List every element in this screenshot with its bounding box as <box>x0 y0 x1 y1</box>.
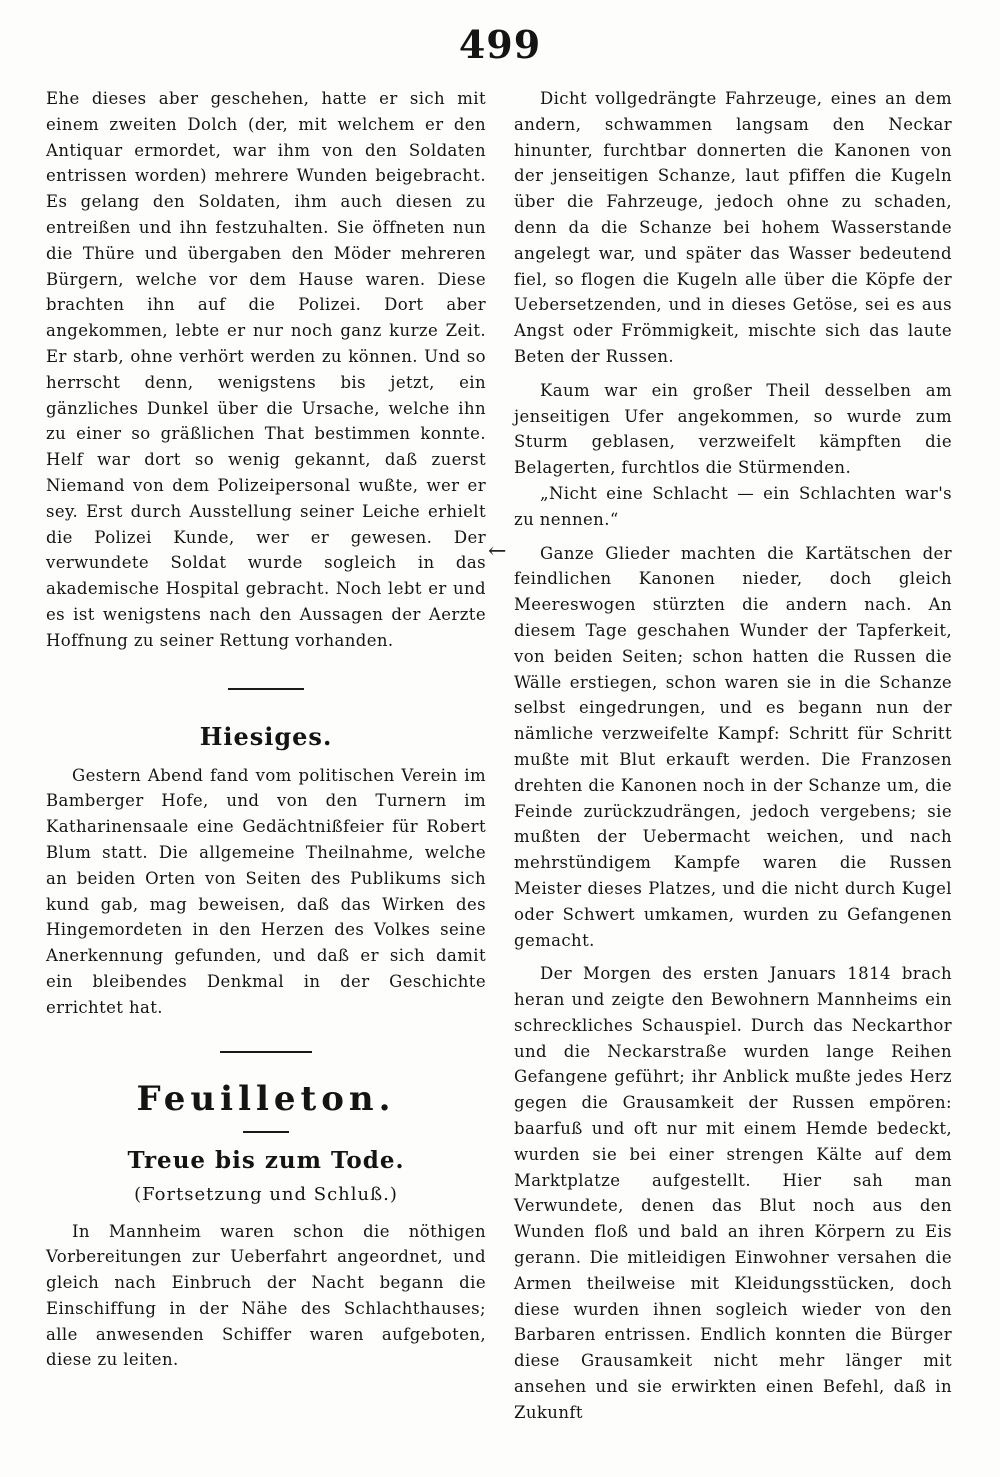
page-number: 499 <box>458 22 542 67</box>
right-column <box>514 86 952 1426</box>
story-quote: „Nicht eine Schlacht — ein Schlachten war's zu nennen.“ <box>514 483 952 529</box>
feuilleton-heading: Feuilleton. <box>136 1078 396 1119</box>
story-paragraph: In Mannheim waren schon die nöthigen Vorbereitungen zur Ueberfahrt angeordnet, und gleich nach Einbruch der Nacht begann die Einschiffung in der Nähe des Schlachthauses; alle anwesenden Schiffer waren aufgeboten, diese zu leiten. <box>46 1221 486 1370</box>
margin-arrow-icon: ← <box>488 539 507 564</box>
story-title: Treue bis zum Tode. <box>127 1146 405 1174</box>
story-paragraph: Kaum war ein großer Theil desselben am jenseitigen Ufer angekommen, so wurde zum Sturm geblasen, verzweifelt kämpften die Belagerten, furchtlos die Stürmenden. <box>514 380 952 478</box>
local-news-paragraph: Gestern Abend fand vom politischen Verein im Bamberger Hofe, und von den Turnern im Katharinensaale eine Gedächtnißfeier für Robert Blum statt. Die allgemeine Theilnahme, welche an beiden Orten von Seiten des Publikums sich kund gab, mag beweisen, daß das Wirken des Hingemordeten in den Herzen des Volkes seine Anerkennung gefunden, und daß er sich damit ein bleibendes Denkmal in der Geschichte errichtet hat. <box>46 765 486 1017</box>
story-subtitle: (Fortsetzung und Schluß.) <box>134 1183 398 1205</box>
story-paragraph: Ganze Glieder machten die Kartätschen der feindlichen Kanonen nieder, doch gleich Meereswogen stürzten die andern nach. An diesem Tage geschahen Wunder der Tapferkeit, von beiden Seiten; schon hatten die Russen die Wälle erstiegen, schon waren sie in die Schanze selbst eingedrungen, und es begann nun der nämliche verzweifelte Kampf: Schritt für Schritt mußte mit Blut erkauft werden. Die Franzosen drehten die Kanonen noch in der Schanze um, die Feinde zurückzudrängen, jedoch vergebens; sie mußten der Uebermacht weichen, und nach mehrstündigem Kampfe waren die Russen Meister dieses Platzes, und die nicht durch Kugel oder Schwert umkamen, wurden zu Gefangenen gemacht. <box>514 543 952 950</box>
story-paragraph: Der Morgen des ersten Januars 1814 brach heran und zeigte den Bewohnern Mannheims ein schreckliches Schauspiel. Durch das Neckarthor und die Neckarstraße wurden lange Reihen Gefangene geführt; ihr Anblick mußte jedes Herz gegen die Grausamkeit der Russen empören: baarfuß und oft nur mit einem Hemde bedeckt, wurden sie bei einer strengen Kälte auf dem Marktplatze aufgestellt. Hier sah man Verwundete, denen das Blut noch aus den Wunden floß und bald an ihren Körpern zu Eis gerann. Die mitleidigen Einwohner versahen die Armen theilweise mit Kleidungsstücken, doch diese wurden ihnen sogleich wieder von den Barbaren entrissen. Endlich konnten die Bürger diese Grausamkeit nicht mehr länger mit ansehen und sie erwirkten einen Befehl, daß in Zukunft <box>514 964 952 1422</box>
left-column <box>46 86 486 1373</box>
article-continuation-paragraph: Ehe dieses aber geschehen, hatte er sich mit einem zweiten Dolch (der, mit welchem er den Antiquar ermordet, war ihm von den Soldaten entrissen worden) mehrere Wunden beigebracht. Es gelang den Soldaten, ihm auch diesen zu entreißen und ihn festzuhalten. Sie öffneten nun die Thüre und übergaben den Möder mehreren Bürgern, welche vor dem Hause waren. Diese brachten ihn auf die Polizei. Dort aber angekommen, lebte er nur noch ganz kurze Zeit. Er starb, ohne verhört werden zu können. Und so herrscht denn, wenigstens bis jetzt, ein gänzliches Dunkel über die Ursache, welche ihn zu einer so gräßlichen That bestimmen konnte. Helf war dort so wenig gekannt, daß zuerst Niemand von dem Polizeipersonal wußte, wer er sey. Erst durch Ausstellung seiner Leiche erhielt die Polizei Kunde, wer er gewesen. Der verwundete Soldat wurde sogleich in das akademische Hospital gebracht. Noch lebt er und es ist wenigstens nach den Aussagen der Aerzte Hoffnung zu seiner Rettung vorhanden. <box>46 89 486 650</box>
section-heading-local-news: Hiesiges. <box>199 721 333 751</box>
story-paragraph: Dicht vollgedrängte Fahrzeuge, eines an dem andern, schwammen langsam den Neckar hinunter, furchtbar donnerten die Kanonen von der jenseitigen Schanze, laut pfiffen die Kugeln über die Fahrzeuge, jedoch ohne zu schaden, denn da die Schanze bei hohem Wasserstande angelegt war, und später das Wasser bedeutend fiel, so flogen die Kugeln alle über die Köpfe der Uebersetzenden, und in dieses Getöse, sei es aus Angst oder Frömmigkeit, mischte sich das laute Beten der Russen. <box>514 89 952 366</box>
